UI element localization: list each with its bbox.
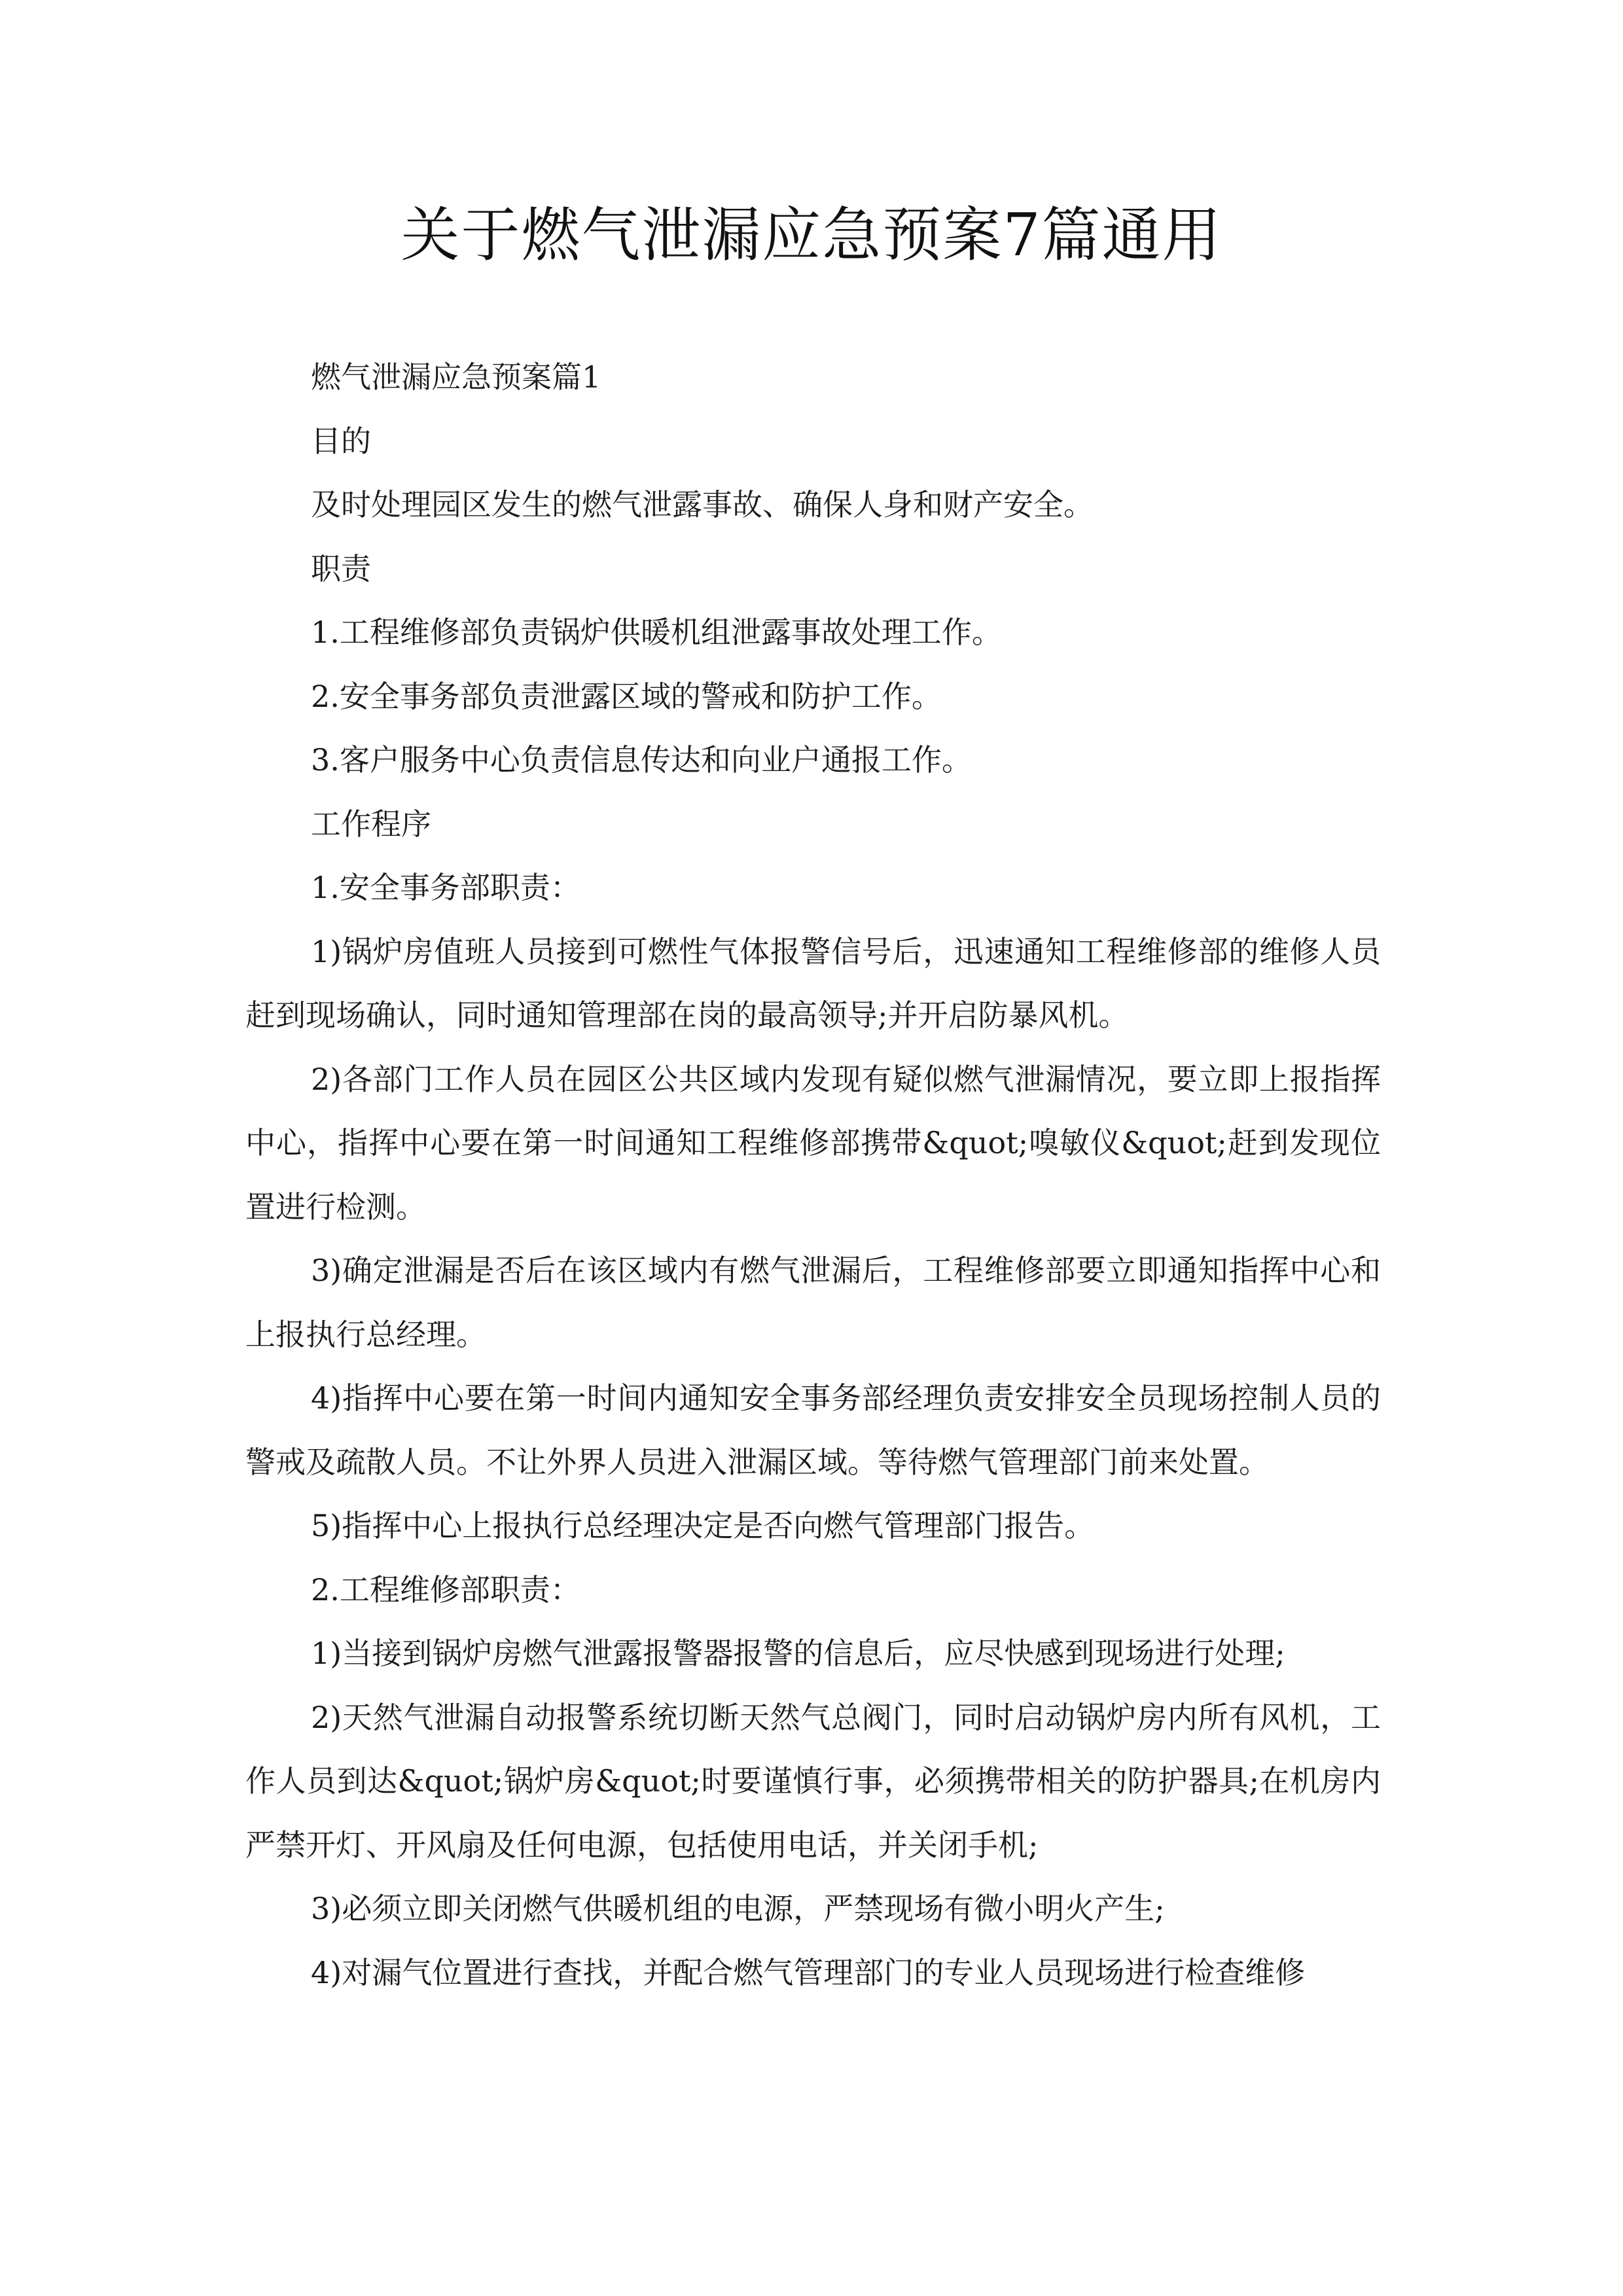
paragraph: 1.安全事务部职责： — [311, 870, 580, 905]
paragraph: 4)对漏气位置进行查找，并配合燃气管理部门的专业人员现场进行检查维修 — [311, 1954, 1306, 1990]
paragraph: 3)确定泄漏是否后在该区域内有燃气泄漏后，工程维修部要立即通知指挥中心和上报执行总经理。 — [245, 1253, 1381, 1352]
subheading-purpose: 目的 — [311, 423, 371, 459]
paragraph: 3)必须立即关闭燃气供暖机组的电源，严禁现场有微小明火产生; — [311, 1891, 1165, 1926]
subheading-duties: 职责 — [311, 550, 371, 586]
paragraph: 1)当接到锅炉房燃气泄露报警器报警的信息后，应尽快感到现场进行处理; — [311, 1636, 1285, 1671]
subheading-procedure: 工作程序 — [311, 806, 431, 842]
paragraph: 4)指挥中心要在第一时间内通知安全事务部经理负责安排安全员现场控制人员的警戒及疏散人员。不让外界人员进入泄漏区域。等待燃气管理部门前来处置。 — [245, 1380, 1381, 1480]
paragraph: 2.安全事务部负责泄露区域的警戒和防护工作。 — [311, 678, 942, 714]
document-title: 关于燃气泄漏应急预案7篇通用 — [401, 201, 1222, 270]
paragraph: 3.客户服务中心负责信息传达和向业户通报工作。 — [311, 742, 972, 778]
paragraph: 及时处理园区发生的燃气泄露事故、确保人身和财产安全。 — [311, 487, 1094, 522]
document-body — [245, 346, 1381, 2005]
paragraph: 2)天然气泄漏自动报警系统切断天然气总阀门，同时启动锅炉房内所有风机，工作人员到达&quot;锅炉房&quot;时要谨慎行事，必须携带相关的防护器具;在机房内严禁开灯、开风扇及任何电源，包括使用电话，并关闭手机; — [245, 1699, 1381, 1863]
paragraph: 1)锅炉房值班人员接到可燃性气体报警信号后，迅速通知工程维修部的维修人员赶到现场确认，同时通知管理部在岗的最高领导;并开启防暴风机。 — [245, 933, 1381, 1033]
paragraph: 1.工程维修部负责锅炉供暖机组泄露事故处理工作。 — [311, 615, 1002, 650]
paragraph: 5)指挥中心上报执行总经理决定是否向燃气管理部门报告。 — [311, 1508, 1095, 1543]
section-heading: 燃气泄漏应急预案篇1 — [311, 359, 601, 395]
paragraph: 2.工程维修部职责： — [311, 1571, 580, 1607]
paragraph: 2)各部门工作人员在园区公共区域内发现有疑似燃气泄漏情况，要立即上报指挥中心，指挥中心要在第一时间通知工程维修部携带&quot;嗅敏仪&quot;赶到发现位置进行检测。 — [245, 1061, 1381, 1225]
